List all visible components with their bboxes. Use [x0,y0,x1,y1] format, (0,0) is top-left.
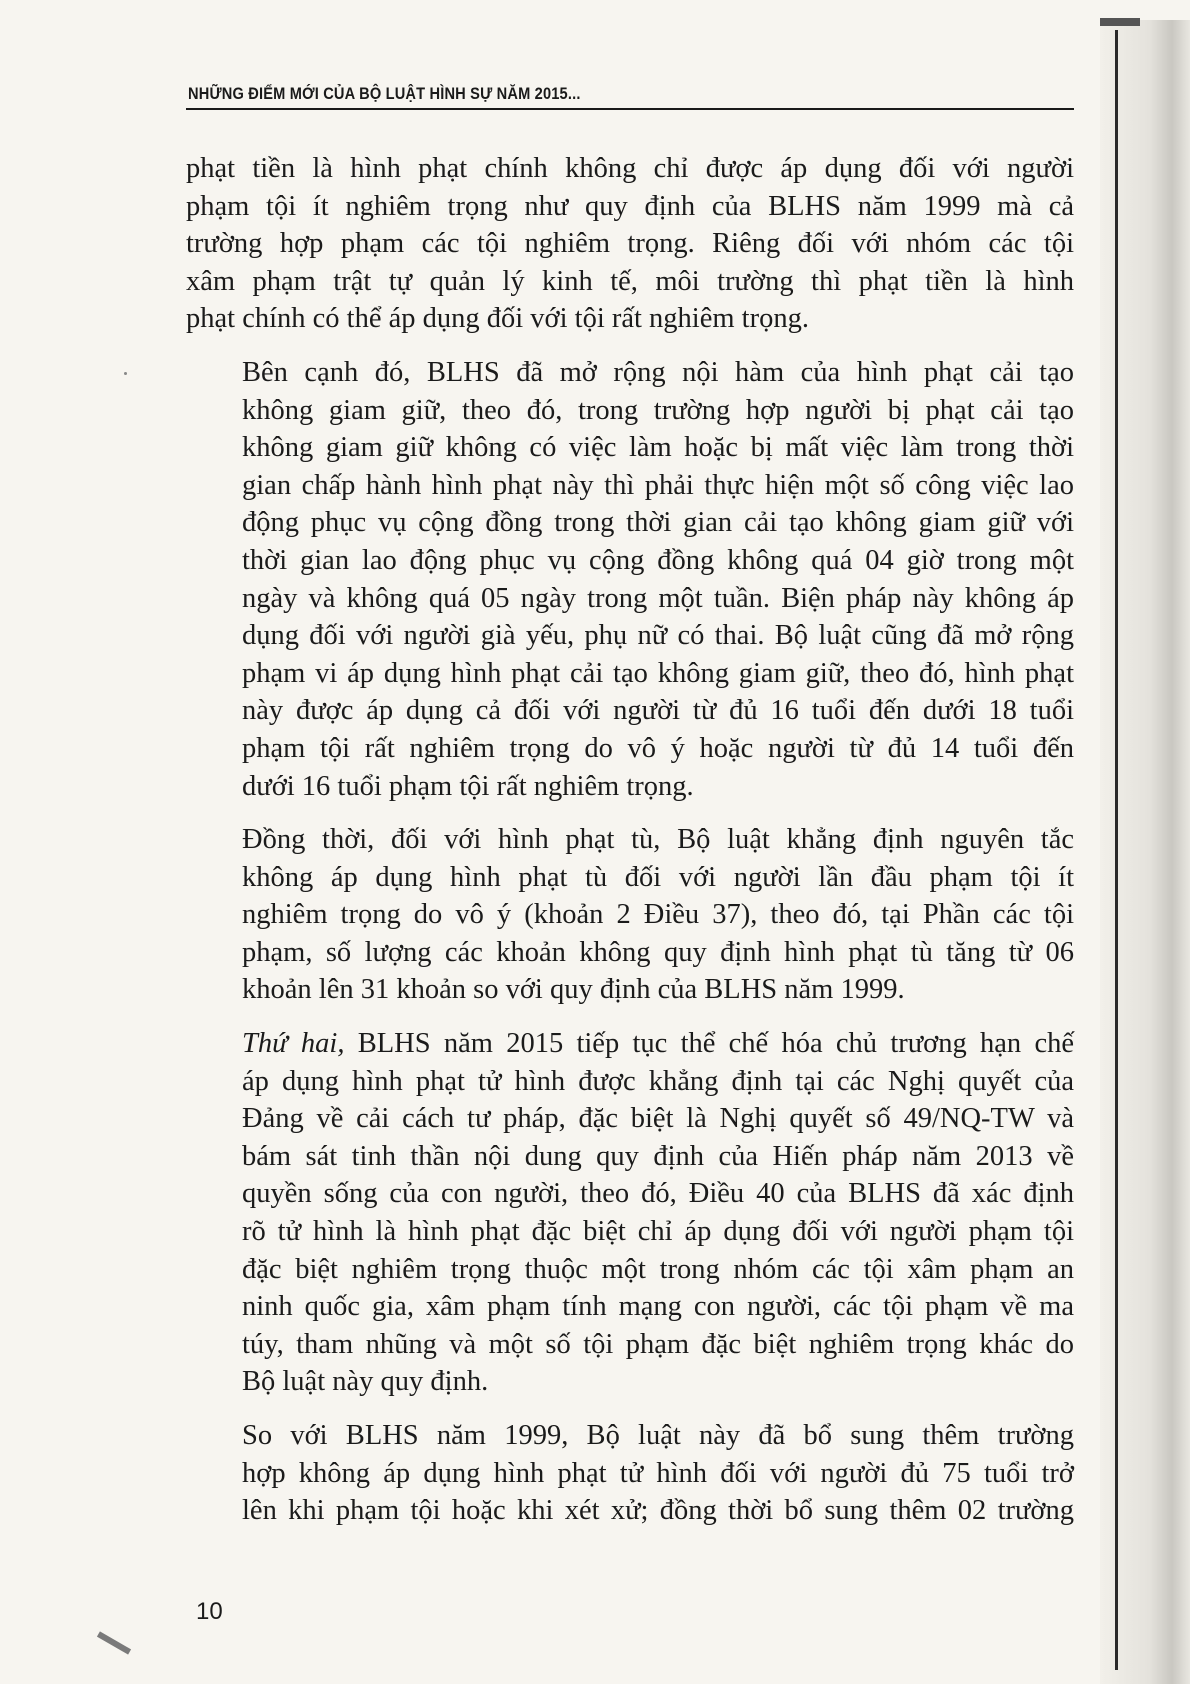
text-line: quyền sống của con người, theo đó, Điều 40 của BLHS đã xác định [242,1178,1074,1210]
text-line: phạm tội ít nghiêm trọng như quy định của BLHS năm 1999 mà cả [186,190,1074,222]
text-line: không giam giữ không có việc làm hoặc bị mất việc làm trong thời [242,432,1074,464]
text-line: túy, tham nhũng và một số tội phạm đặc biệt nghiêm trọng khác do [242,1328,1074,1360]
text-line: phạm vi áp dụng hình phạt cải tạo không giam giữ, theo đó, hình phạt [242,657,1074,689]
paragraph-5 [186,1417,1074,1530]
text-line: Bộ luật này quy định. [242,1366,489,1398]
text-line: phạt tiền là hình phạt chính không chỉ được áp dụng đối với người [186,153,1074,184]
text-line: Bên cạnh đó, BLHS đã mở rộng nội hàm của hình phạt cải tạo [242,356,1074,388]
text-line: So với BLHS năm 1999, Bộ luật này đã bổ sung thêm trường [242,1420,1074,1451]
paragraph-4 [186,1025,1074,1401]
text-line: không áp dụng hình phạt tù đối với người lần đầu phạm tội ít [242,861,1074,893]
text-line: khoản lên 31 khoản so với quy định của BLHS năm 1999. [242,974,905,1006]
paragraph-3 [186,821,1074,1009]
text-line: phạm, số lượng các khoản không quy định hình phạt tù tăng từ 06 [242,936,1074,968]
text-line: phạm tội rất nghiêm trọng do vô ý hoặc người từ đủ 14 tuổi đến [242,732,1074,764]
text-line: lên khi phạm tội hoặc khi xét xử; đồng thời bổ sung thêm 02 trường [242,1495,1074,1527]
text-line: không giam giữ, theo đó, trong trường hợp người bị phạt cải tạo [242,394,1074,426]
page-edge-line [1115,30,1118,1670]
page-number: 10 [196,1598,223,1625]
page-edge-shadow [1100,20,1190,1684]
text-line: dụng đối với người già yếu, phụ nữ có thai. Bộ luật cũng đã mở rộng [242,620,1074,652]
text-line: nghiêm trọng do vô ý (khoản 2 Điều 37), theo đó, tại Phần các tội [242,899,1074,931]
italic-lead: Thứ hai, [242,1028,345,1060]
text-line: Đảng về cải cách tư pháp, đặc biệt là Nghị quyết số 49/NQ-TW và [242,1103,1074,1135]
text-line: Đồng thời, đối với hình phạt tù, Bộ luật khẳng định nguyên tắc [242,824,1074,856]
line-text: BLHS năm 2015 tiếp tục thể chế hóa chủ trương hạn chế [344,1028,1074,1060]
paragraph-2 [186,354,1074,805]
text-line: đặc biệt nghiêm trọng thuộc một trong nhóm các tội xâm phạm an [242,1253,1074,1285]
text-line: này được áp dụng cả đối với người từ đủ 16 tuổi đến dưới 18 tuổi [242,695,1074,727]
scan-edge-mark [97,1631,131,1654]
text-line: phạt chính có thể áp dụng đối với tội rất nghiêm trọng. [186,303,809,335]
text-line: hợp không áp dụng hình phạt tử hình đối với người đủ 75 tuổi trở [242,1457,1074,1489]
text-line: xâm phạm trật tự quản lý kinh tế, môi trường thì phạt tiền là hình [186,265,1074,297]
text-line: áp dụng hình phạt tử hình được khẳng định tại các Nghị quyết của [242,1065,1074,1097]
header-rule [186,108,1074,110]
text-line [186,1025,1074,1063]
text-line: dưới 16 tuổi phạm tội rất nghiêm trọng. [242,770,694,802]
text-line: trường hợp phạm các tội nghiêm trọng. Riêng đối với nhóm các tội [186,228,1074,260]
text-line: thời gian lao động phục vụ cộng đồng không quá 04 giờ trong một [242,544,1074,576]
text-line: gian chấp hành hình phạt này thì phải thực hiện một số công việc lao [242,469,1074,501]
corner-mark [1100,18,1140,26]
paragraph-1 [186,150,1074,338]
body-text [186,150,1074,1546]
text-line: bám sát tinh thần nội dung quy định của Hiến pháp năm 2013 về [242,1140,1074,1172]
text-line: động phục vụ cộng đồng trong thời gian cải tạo không giam giữ với [242,507,1074,539]
running-header: NHỮNG ĐIỂM MỚI CỦA BỘ LUẬT HÌNH SỰ NĂM 2015... [188,84,581,103]
scan-dust-speck [124,372,127,375]
text-line: rõ tử hình là hình phạt đặc biệt chỉ áp dụng đối với người phạm tội [242,1216,1074,1248]
text-line: ngày và không quá 05 ngày trong một tuần. Biện pháp này không áp [242,582,1074,614]
text-line: ninh quốc gia, xâm phạm tính mạng con người, các tội phạm về ma [242,1291,1074,1323]
